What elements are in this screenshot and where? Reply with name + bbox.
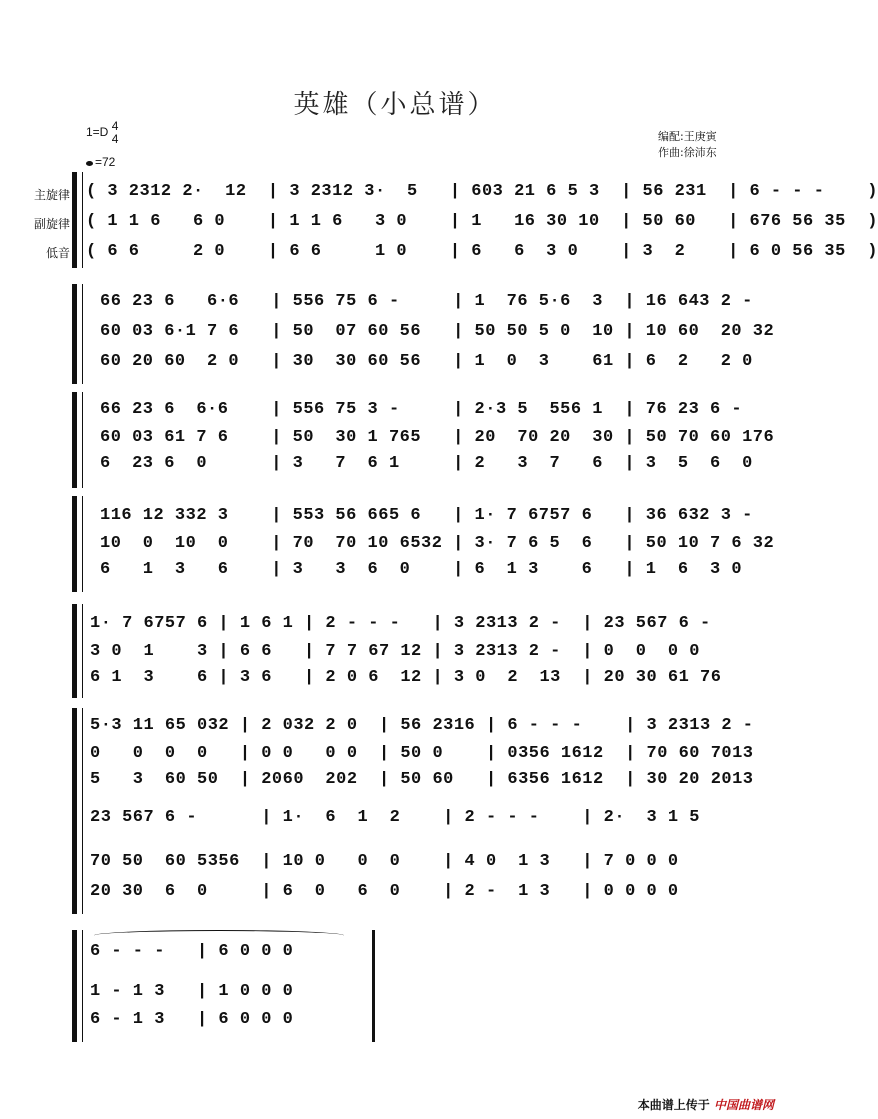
key-signature xyxy=(86,120,118,146)
final-barline xyxy=(372,930,375,1042)
tempo-marking xyxy=(86,155,115,169)
time-signature xyxy=(112,120,119,146)
score-system-5 xyxy=(72,604,732,698)
main-melody-line: 6 - - - | 6 0 0 0 xyxy=(90,942,294,961)
bass-line: 20 30 6 0 | 6 0 6 0 | 2 - 1 3 | 0 0 0 0 xyxy=(90,882,679,901)
score-system-4 xyxy=(72,496,775,592)
arranger-credit: 编配:王庚寅 xyxy=(658,130,717,143)
system-bracket-line xyxy=(82,172,83,268)
score-title: 英雄（小总谱） xyxy=(293,90,497,120)
system-bracket-line xyxy=(82,930,83,1042)
part-label-main: 主旋律 xyxy=(33,188,70,202)
main-melody-line: 5·3 11 65 032 | 2 032 2 0 | 56 2316 | 6 - - - | 3 2313 2 - xyxy=(90,716,754,735)
score-system-7 xyxy=(72,802,732,914)
score-system-8 xyxy=(72,930,392,1042)
tie-slur xyxy=(94,930,344,941)
bass-line: 6 1 3 6 | 3 6 | 2 0 6 12 | 3 0 2 13 | 20 30 61 76 xyxy=(90,668,722,687)
bass-line: 6 1 3 6 | 3 3 6 0 | 6 1 3 6 | 1 6 3 0 xyxy=(100,560,743,579)
secondary-melody-line: 60 03 61 7 6 | 50 30 1 765 | 20 70 20 30 | 50 70 60 176 xyxy=(100,428,775,447)
time-numerator: 4 xyxy=(111,119,119,133)
composer-credit: 作曲:徐沛东 xyxy=(658,146,717,159)
tempo-value: =72 xyxy=(95,155,116,169)
main-melody-line: 23 567 6 - | 1· 6 1 2 | 2 - - - | 2· 3 1 5 xyxy=(90,808,700,827)
secondary-melody-line: 1 - 1 3 | 1 0 0 0 xyxy=(90,982,294,1001)
bass-line: 5 3 60 50 | 2060 202 | 50 60 | 6356 1612 | 30 20 2013 xyxy=(90,770,754,789)
main-melody-line: ( 3 2312 2· 12 | 3 2312 3· 5 | 603 21 6 5 3 | 56 231 | 6 - - - ) xyxy=(86,182,878,201)
system-bracket-line xyxy=(82,392,83,488)
secondary-melody-line: 10 0 10 0 | 70 70 10 6532 | 3· 7 6 5 6 | 50 10 7 6 32 xyxy=(100,534,775,553)
part-label-bass: 低音 xyxy=(45,246,70,260)
footer-upload-text: 本曲谱上传于 xyxy=(637,1098,710,1112)
bass-line: 6 23 6 0 | 3 7 6 1 | 2 3 7 6 | 3 5 6 0 xyxy=(100,454,753,473)
system-bracket-line xyxy=(82,284,83,384)
system-bracket-line xyxy=(82,802,83,914)
score-system-1 xyxy=(72,172,878,268)
main-melody-line: 1· 7 6757 6 | 1 6 1 | 2 - - - | 3 2313 2 - | 23 567 6 - xyxy=(90,614,711,633)
secondary-melody-line: 60 03 6·1 7 6 | 50 07 60 56 | 50 50 5 0 10 | 10 60 20 32 xyxy=(100,322,775,341)
footer-watermark xyxy=(638,1096,774,1113)
main-melody-line: 116 12 332 3 | 553 56 665 6 | 1· 7 6757 6 | 36 632 3 - xyxy=(100,506,753,525)
time-denominator: 4 xyxy=(111,132,119,146)
main-melody-line: 66 23 6 6·6 | 556 75 6 - | 1 76 5·6 3 | 16 643 2 - xyxy=(100,292,753,311)
secondary-melody-line: 0 0 0 0 | 0 0 0 0 | 50 0 | 0356 1612 | 70 60 7013 xyxy=(90,744,754,763)
score-system-6 xyxy=(72,708,754,802)
bass-line: 60 20 60 2 0 | 30 30 60 56 | 1 0 3 61 | 6 2 2 0 xyxy=(100,352,753,371)
score-system-2 xyxy=(72,284,775,384)
quarter-note-icon xyxy=(86,161,93,166)
site-logo: 中国曲谱网 xyxy=(713,1098,774,1112)
system-bracket-line xyxy=(82,708,83,802)
bass-line: ( 6 6 2 0 | 6 6 1 0 | 6 6 3 0 | 3 2 | 6 0 56 35 ) xyxy=(86,242,878,261)
system-bracket-line xyxy=(82,604,83,698)
secondary-melody-line: ( 1 1 6 6 0 | 1 1 6 3 0 | 1 16 30 10 | 50 60 | 676 56 35 ) xyxy=(86,212,878,231)
system-bracket-line xyxy=(82,496,83,592)
part-label-secondary: 副旋律 xyxy=(33,217,70,231)
bass-line: 6 - 1 3 | 6 0 0 0 xyxy=(90,1010,294,1029)
main-melody-line: 66 23 6 6·6 | 556 75 3 - | 2·3 5 556 1 | 76 23 6 - xyxy=(100,400,743,419)
key-label: 1=D xyxy=(86,125,109,140)
secondary-melody-line: 3 0 1 3 | 6 6 | 7 7 67 12 | 3 2313 2 - | 0 0 0 0 xyxy=(90,642,700,661)
score-system-3 xyxy=(72,392,775,488)
secondary-melody-line: 70 50 60 5356 | 10 0 0 0 | 4 0 1 3 | 7 0 0 0 xyxy=(90,852,679,871)
